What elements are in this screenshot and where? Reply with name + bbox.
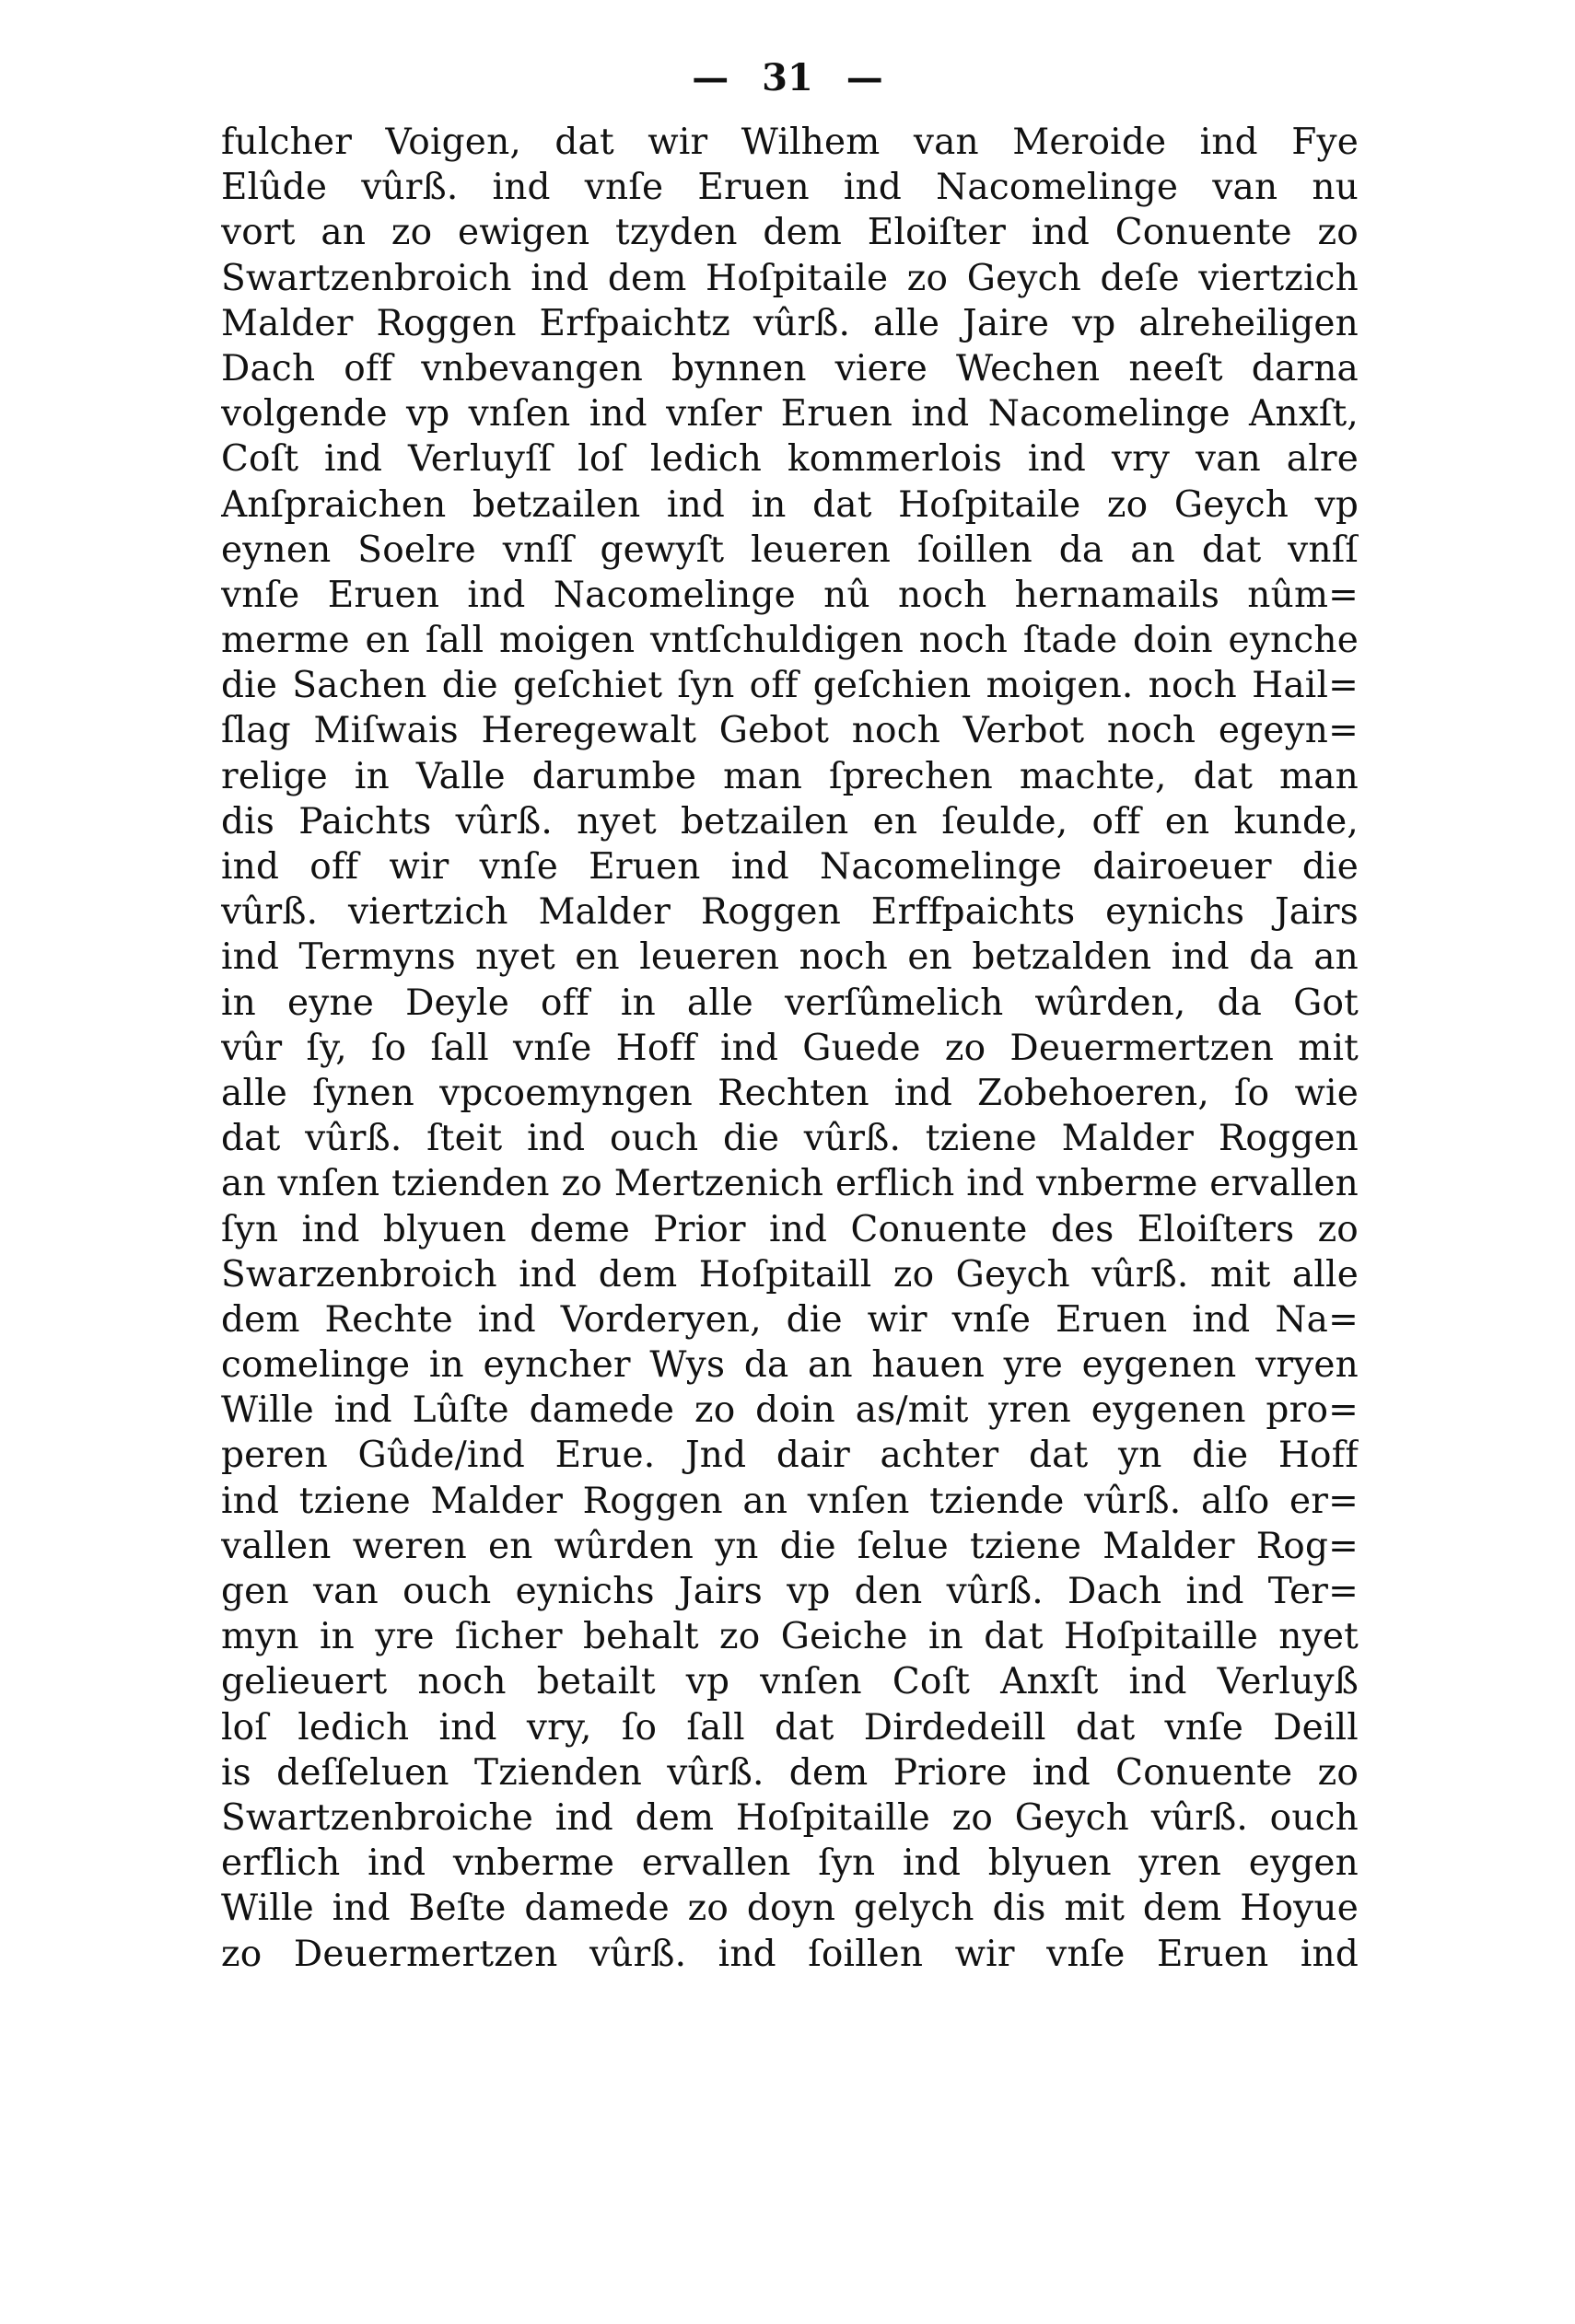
text-line: vnſe Eruen ind Nacomelinge nû noch hernamails nûm=	[221, 574, 1359, 616]
text-line: in eyne Deyle off in alle verſûmelich wûrden, da Got	[221, 982, 1359, 1024]
text-line: an vnſen tzienden zo Mertzenich erflich ind vnberme ervallen	[221, 1163, 1359, 1205]
text-line: die Sachen die geſchiet ſyn off geſchien moigen. noch Hail=	[221, 665, 1359, 707]
text-line: volgende vp vnſen ind vnſer Eruen ind Nacomelinge Anxſt,	[221, 393, 1359, 436]
text-line: Anſpraichen betzailen ind in dat Hoſpitaile zo Geych vp	[221, 483, 1359, 526]
text-line: gelieuert noch betailt vp vnſen Coſt Anxſt ind Verluyß	[221, 1661, 1359, 1703]
text-line: loſ ledich ind vry, ſo ſall dat Dirdedeill dat vnſe Deill	[221, 1706, 1359, 1749]
text-line: ſlag Miſwais Heregewalt Gebot noch Verbot noch egeyn=	[221, 710, 1359, 752]
text-line: ſyn ind blyuen deme Prior ind Conuente des Eloiſters zo	[221, 1208, 1359, 1250]
text-line: vallen weren en wûrden yn die ſelue tziene Malder Rog=	[221, 1525, 1359, 1567]
text-line: merme en ſall moigen vntſchuldigen noch ſtade doin eynche	[221, 620, 1359, 662]
body-text	[221, 120, 1359, 1977]
header-right-dash: —	[846, 56, 883, 99]
text-line: dem Rechte ind Vorderyen, die wir vnſe Eruen ind Na=	[221, 1298, 1359, 1341]
text-line: erflich ind vnberme ervallen ſyn ind blyuen yren eygen	[221, 1842, 1359, 1885]
text-line: Dach off vnbevangen bynnen viere Wechen neeſt darna	[221, 347, 1359, 389]
text-line: Coſt ind Verluyſſ loſ ledich kommerlois ind vry van alre	[221, 438, 1359, 481]
text-line: Malder Roggen Erfpaichtz vûrß. alle Jaire vp alreheiligen	[221, 302, 1359, 344]
text-line: zo Deuermertzen vûrß. ind ſoillen wir vnſe Eruen ind	[221, 1933, 1359, 1975]
text-line: Wille ind Beſte damede zo doyn gelych dis mit dem Hoyue	[221, 1888, 1359, 1930]
text-line: vûr ſy, ſo ſall vnſe Hoff ind Guede zo Deuermertzen mit	[221, 1027, 1359, 1069]
text-line: is deſſeluen Tzienden vûrß. dem Priore ind Conuente zo	[221, 1751, 1359, 1794]
text-line: relige in Valle darumbe man ſprechen machte, dat man	[221, 755, 1359, 797]
text-line: Swarzenbroich ind dem Hoſpitaill zo Geych vûrß. mit alle	[221, 1253, 1359, 1296]
page-number: 31	[762, 56, 813, 99]
text-line: vûrß. viertzich Malder Roggen Erffpaichts eynichs Jairs	[221, 891, 1359, 934]
text-line: ind Termyns nyet en leueren noch en betzalden ind da an	[221, 936, 1359, 979]
text-line: Swartzenbroich ind dem Hoſpitaile zo Geych deſe viertzich	[221, 257, 1359, 299]
text-line: Elûde vûrß. ind vnſe Eruen ind Nacomelinge van nu	[221, 167, 1359, 209]
text-line: comelinge in eyncher Wys da an hauen yre eygenen vryen	[221, 1344, 1359, 1387]
header-left-dash: —	[692, 56, 729, 99]
text-line: Swartzenbroiche ind dem Hoſpitaille zo Geych vûrß. ouch	[221, 1796, 1359, 1839]
page-header	[0, 51, 1575, 106]
text-line: ind off wir vnſe Eruen ind Nacomelinge dairoeuer die	[221, 846, 1359, 888]
text-line: ind tziene Malder Roggen an vnſen tziende vûrß. alſo er=	[221, 1480, 1359, 1522]
text-line: vort an zo ewigen tzyden dem Eloiſter ind Conuente zo	[221, 212, 1359, 254]
text-line: dat vûrß. ſteit ind ouch die vûrß. tziene Malder Roggen	[221, 1118, 1359, 1160]
text-line: dis Paichts vûrß. nyet betzailen en ſeulde, off en kunde,	[221, 800, 1359, 842]
text-line: alle ſynen vpcoemyngen Rechten ind Zobehoeren, ſo wie	[221, 1072, 1359, 1114]
text-line: fulcher Voigen, dat wir Wilhem van Meroide ind Fye	[221, 122, 1359, 163]
text-line: peren Gûde/ind Erue. Jnd dair achter dat yn die Hoff	[221, 1435, 1359, 1477]
text-line: Wille ind Lûſte damede zo doin as/mit yren eygenen pro=	[221, 1389, 1359, 1432]
text-line: myn in yre ſicher behalt zo Geiche in dat Hoſpitaille nyet	[221, 1616, 1359, 1658]
text-line: eynen Soelre vnſſ gewyſt leueren ſoillen da an dat vnſſ	[221, 529, 1359, 571]
text-line: gen van ouch eynichs Jairs vp den vûrß. Dach ind Ter=	[221, 1571, 1359, 1612]
